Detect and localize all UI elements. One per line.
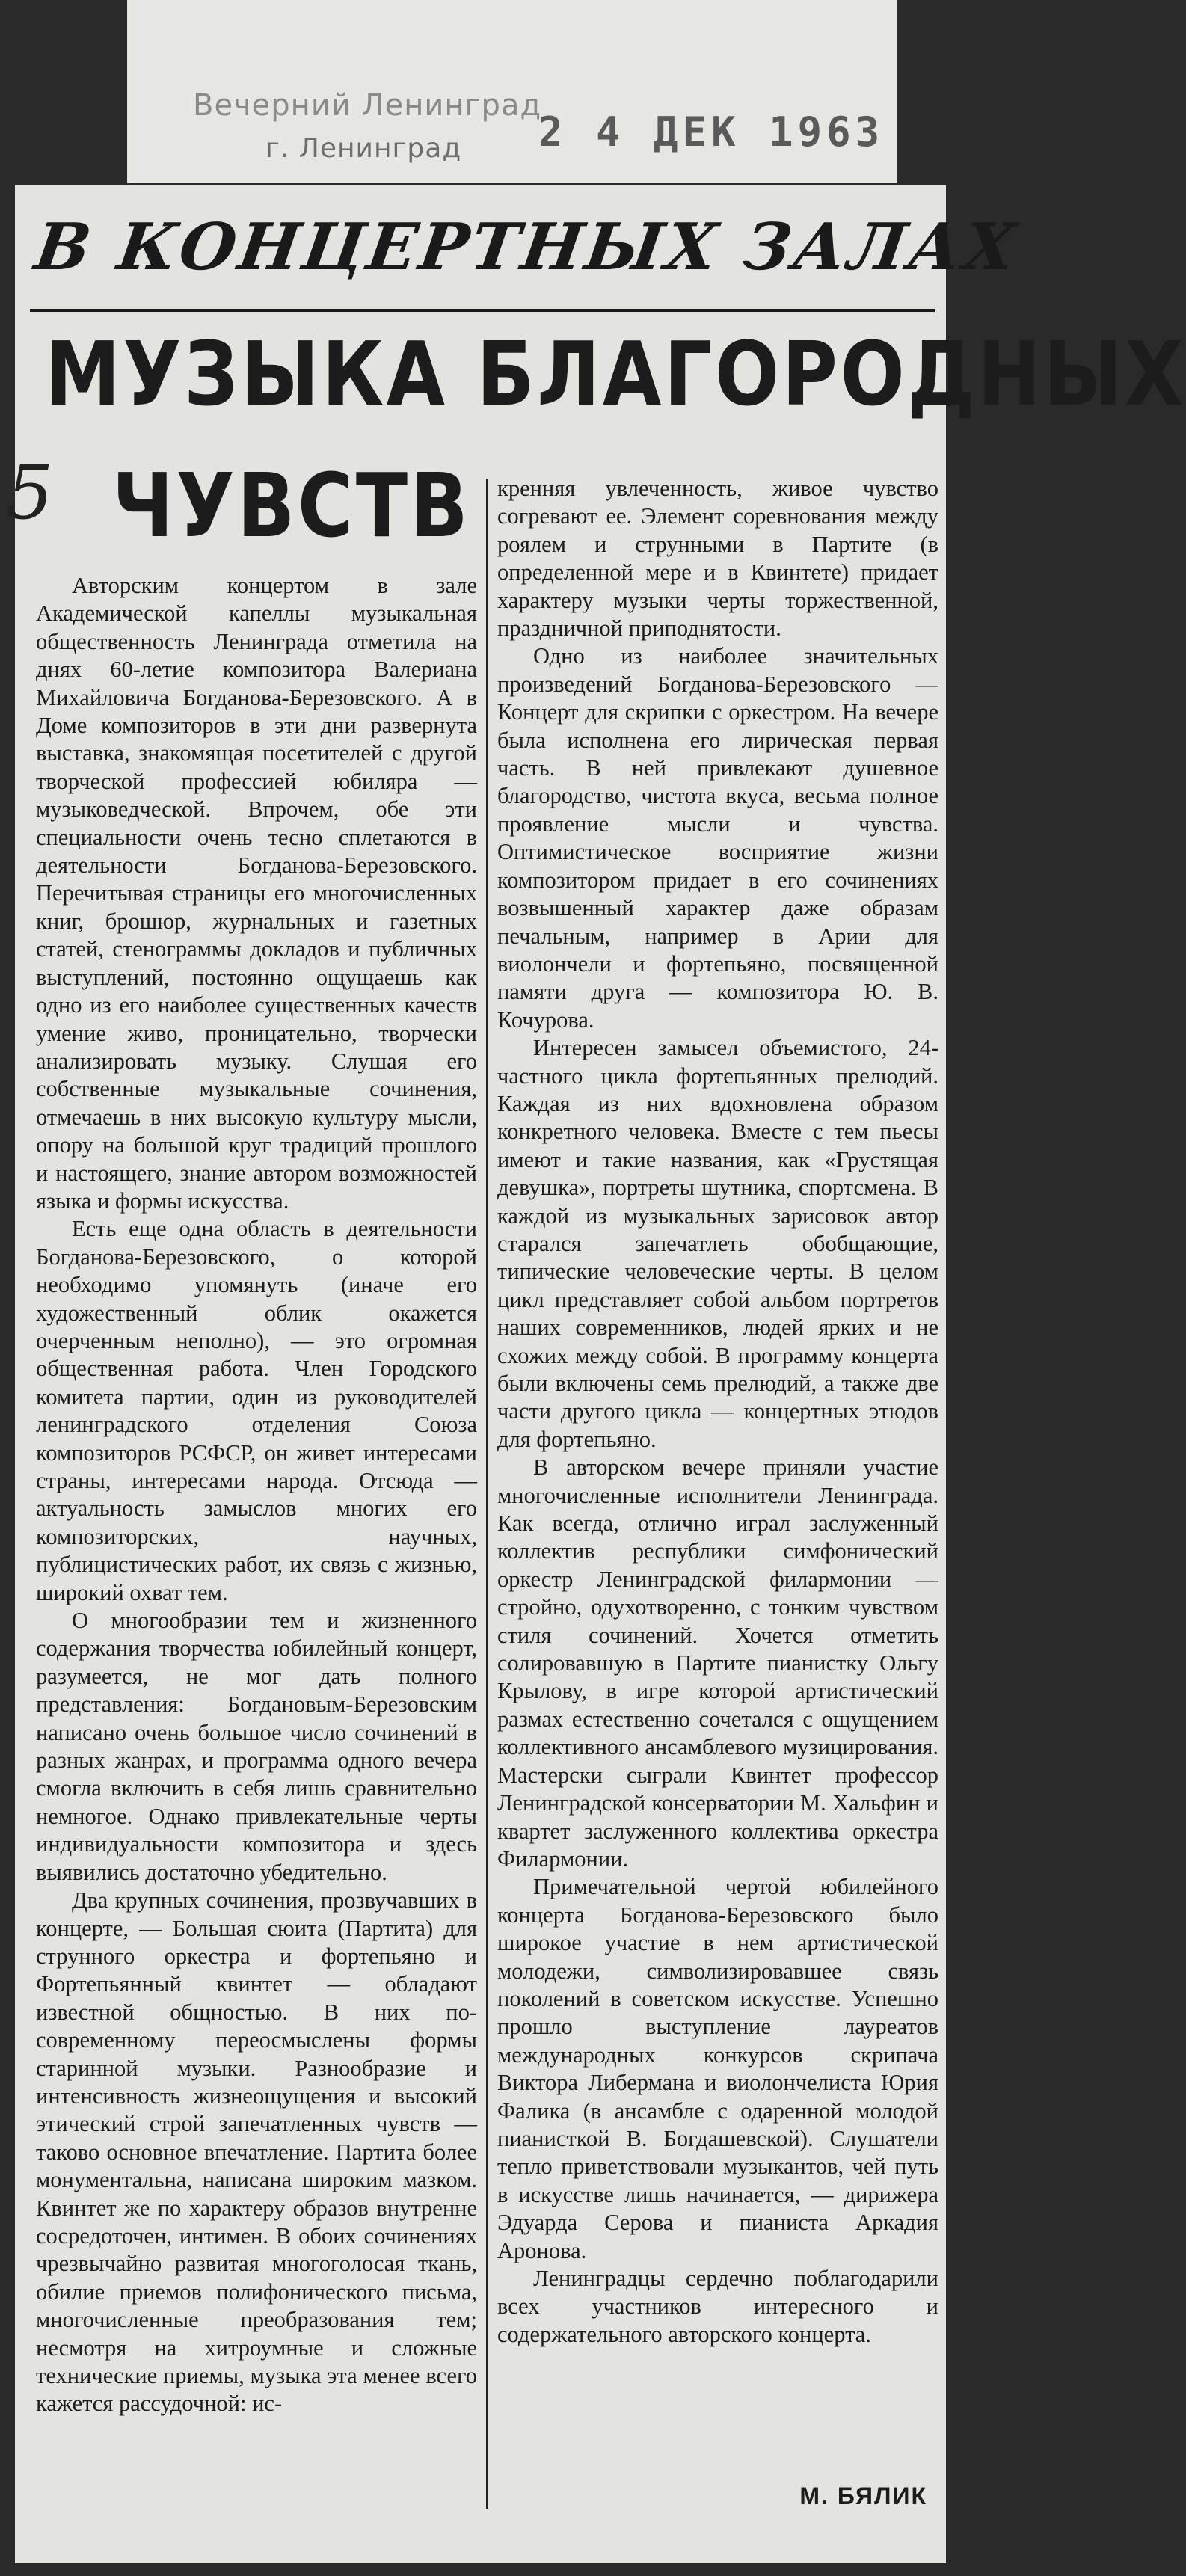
- newspaper-name-stamp: Вечерний Ленинград: [193, 88, 542, 123]
- author-signature: М. БЯЛИК: [799, 2483, 927, 2509]
- paragraph: кренняя увлеченность, живое чувство согревают ее. Элемент соревнования между роялем и струнными в Партите (в определенной мере и в Квинтете) придает характеру музыки черты торжественной, праздничной приподнятости.: [497, 476, 938, 642]
- headline-line-2: ЧУВСТВ: [112, 454, 471, 557]
- date-stamp: 2 4 ДЕК 1963: [538, 108, 885, 156]
- paragraph: Два крупных сочинения, прозвучавших в концерте, — Большая сюита (Партита) для струнного оркестра и фортепьяно и Фортепьянный квинтет — обладают известной общностью. В них по-современному переосмыслены формы старинной музыки. Разнообразие и интенсивность жизнеощущения и высокий этический строй запечатленных чувств — таково основное впечатление. Партита более монументальна, написана широким мазком. Квинтет же по характеру образов внутренне сосредоточен, интимен. В обоих сочинениях чрезвычайно развитая многоголосая ткань, обилие приемов полифонического письма, многочисленные преобразования тем; несмотря на хитроумные и сложные технические приемы, музыка эта менее всего кажется рассудочной: ис-: [36, 1887, 477, 2417]
- paragraph: Одно из наиболее значительных произведений Богданова-Березовского — Концерт для скрипки с оркестром. На вечере была исполнена его лирическая первая часть. В ней привлекают душевное благородство, чистота вкуса, весьма полное проявление мысли и чувства. Оптимистическое восприятие жизни композитором придает в его сочинениях возвышенный характер даже образам печальным, например в Арии для виолончели и фортепьяно, посвященной памяти друга — композитора Ю. В. Кочурова.: [497, 643, 938, 1033]
- article-column-left: [36, 572, 477, 2418]
- paragraph: Авторским концертом в зале Академической капеллы музыкальная общественность Ленинграда отметила на днях 60-летие композитора Валериана Михайловича Богданова-Березовского. А в Доме композиторов в эти дни развернута выставка, знакомящая посетителей с другой творческой профессией юбиляра — музыковедческой. Впрочем, обе эти специальности очень тесно сплетаются в деятельности Богданова-Березовского. Перечитывая страницы его многочисленных книг, брошюр, журнальных и газетных статей, стенограммы докладов и публичных выступлений, постоянно ощущаешь как одно из его наиболее существенных качеств умение живо, проницательно, творчески анализировать музыку. Слушая его собственные музыкальные сочинения, отмечаешь в них высокую культуру мысли, опору на большой круг традиций прошлого и настоящего, знание автором возможностей языка и формы искусства.: [36, 573, 477, 1214]
- paragraph: Интересен замысел объемистого, 24-частного цикла фортепьянных прелюдий. Каждая из них вдохновлена образом конкретного человека. Вместе с тем пьесы имеют и такие названия, как «Грустящая девушка», портреты шутника, спортсмена. В каждой из музыкальных зарисовок автор старался запечатлеть обобщающие, типические человеческие черты. В целом цикл представляет собой альбом портретов наших современников, людей ярких и не схожих между собой. В программу концерта были включены семь прелюдий, а также две части другого цикла — концертных этюдов для фортепьяно.: [497, 1035, 938, 1452]
- paragraph: В авторском вечере приняли участие многочисленные исполнители Ленинграда. Как всегда, отлично играл заслуженный коллектив республики симфонический оркестр Ленинградской филармонии — стройно, одухотворенно, с тонким чувством стиля сочинений. Хочется отметить солировавшую в Партите пианистку Ольгу Крылову, в игре которой артистический размах естественно сочетался с ощущением коллективного ансамблевого музицирования. Мастерски сыграли Квинтет профессор Ленинградской консерватории М. Хальфин и квартет заслуженного коллектива оркестра Филармонии.: [497, 1454, 938, 1872]
- paragraph: О многообразии тем и жизненного содержания творчества юбилейный концерт, разумеется, не мог дать полного представления: Богдановым-Березовским написано очень большое число сочинений в разных жанрах, и программа одного вечера смогла включить в себя лишь сравнительно немногое. Однако привлекательные черты индивидуальности композитора и здесь выявились достаточно убедительно.: [36, 1608, 477, 1885]
- rubric-rule: [30, 309, 935, 312]
- paragraph: Есть еще одна область в деятельности Богданова-Березовского, о которой необходимо упомянуть (иначе его художественный облик окажется очерченным неполно), — это огромная общественная работа. Член Городского комитета партии, один из руководителей ленинградского отделения Союза композиторов РСФСР, он живет интересами страны, интересами народа. Отсюда — актуальность замыслов многих его композиторских, научных, публицистических работ, их связь с жизнью, широкий охват тем.: [36, 1216, 477, 1605]
- article-column-right: [497, 475, 938, 2349]
- column-divider: [486, 479, 488, 2509]
- paragraph: Примечательной чертой юбилейного концерта Богданова-Березовского было широкое участие в нем артистической молодежи, символизировавшее связь поколений в советском искусстве. Успешно прошло выступление лауреатов международных конкурсов скрипача Виктора Либермана и виолончелиста Юрия Фалика (в ансамбле с одаренной молодой пианисткой В. Богдашевской). Слушатели тепло приветствовали музыкантов, чей путь в искусстве лишь начинается, — дирижера Эдуарда Серова и пианиста Аркадия Аронова.: [497, 1874, 938, 2263]
- city-stamp: г. Ленинград: [265, 133, 462, 164]
- handwritten-margin-mark: 5: [6, 449, 54, 536]
- paragraph: Ленинградцы сердечно поблагодарили всех участников интересного и содержательного авторского концерта.: [497, 2266, 938, 2347]
- headline-line-1: МУЗЫКА БЛАГОРОДНЫХ: [45, 322, 1186, 425]
- section-rubric: В КОНЦЕРТНЫХ ЗАЛАХ: [30, 209, 1023, 285]
